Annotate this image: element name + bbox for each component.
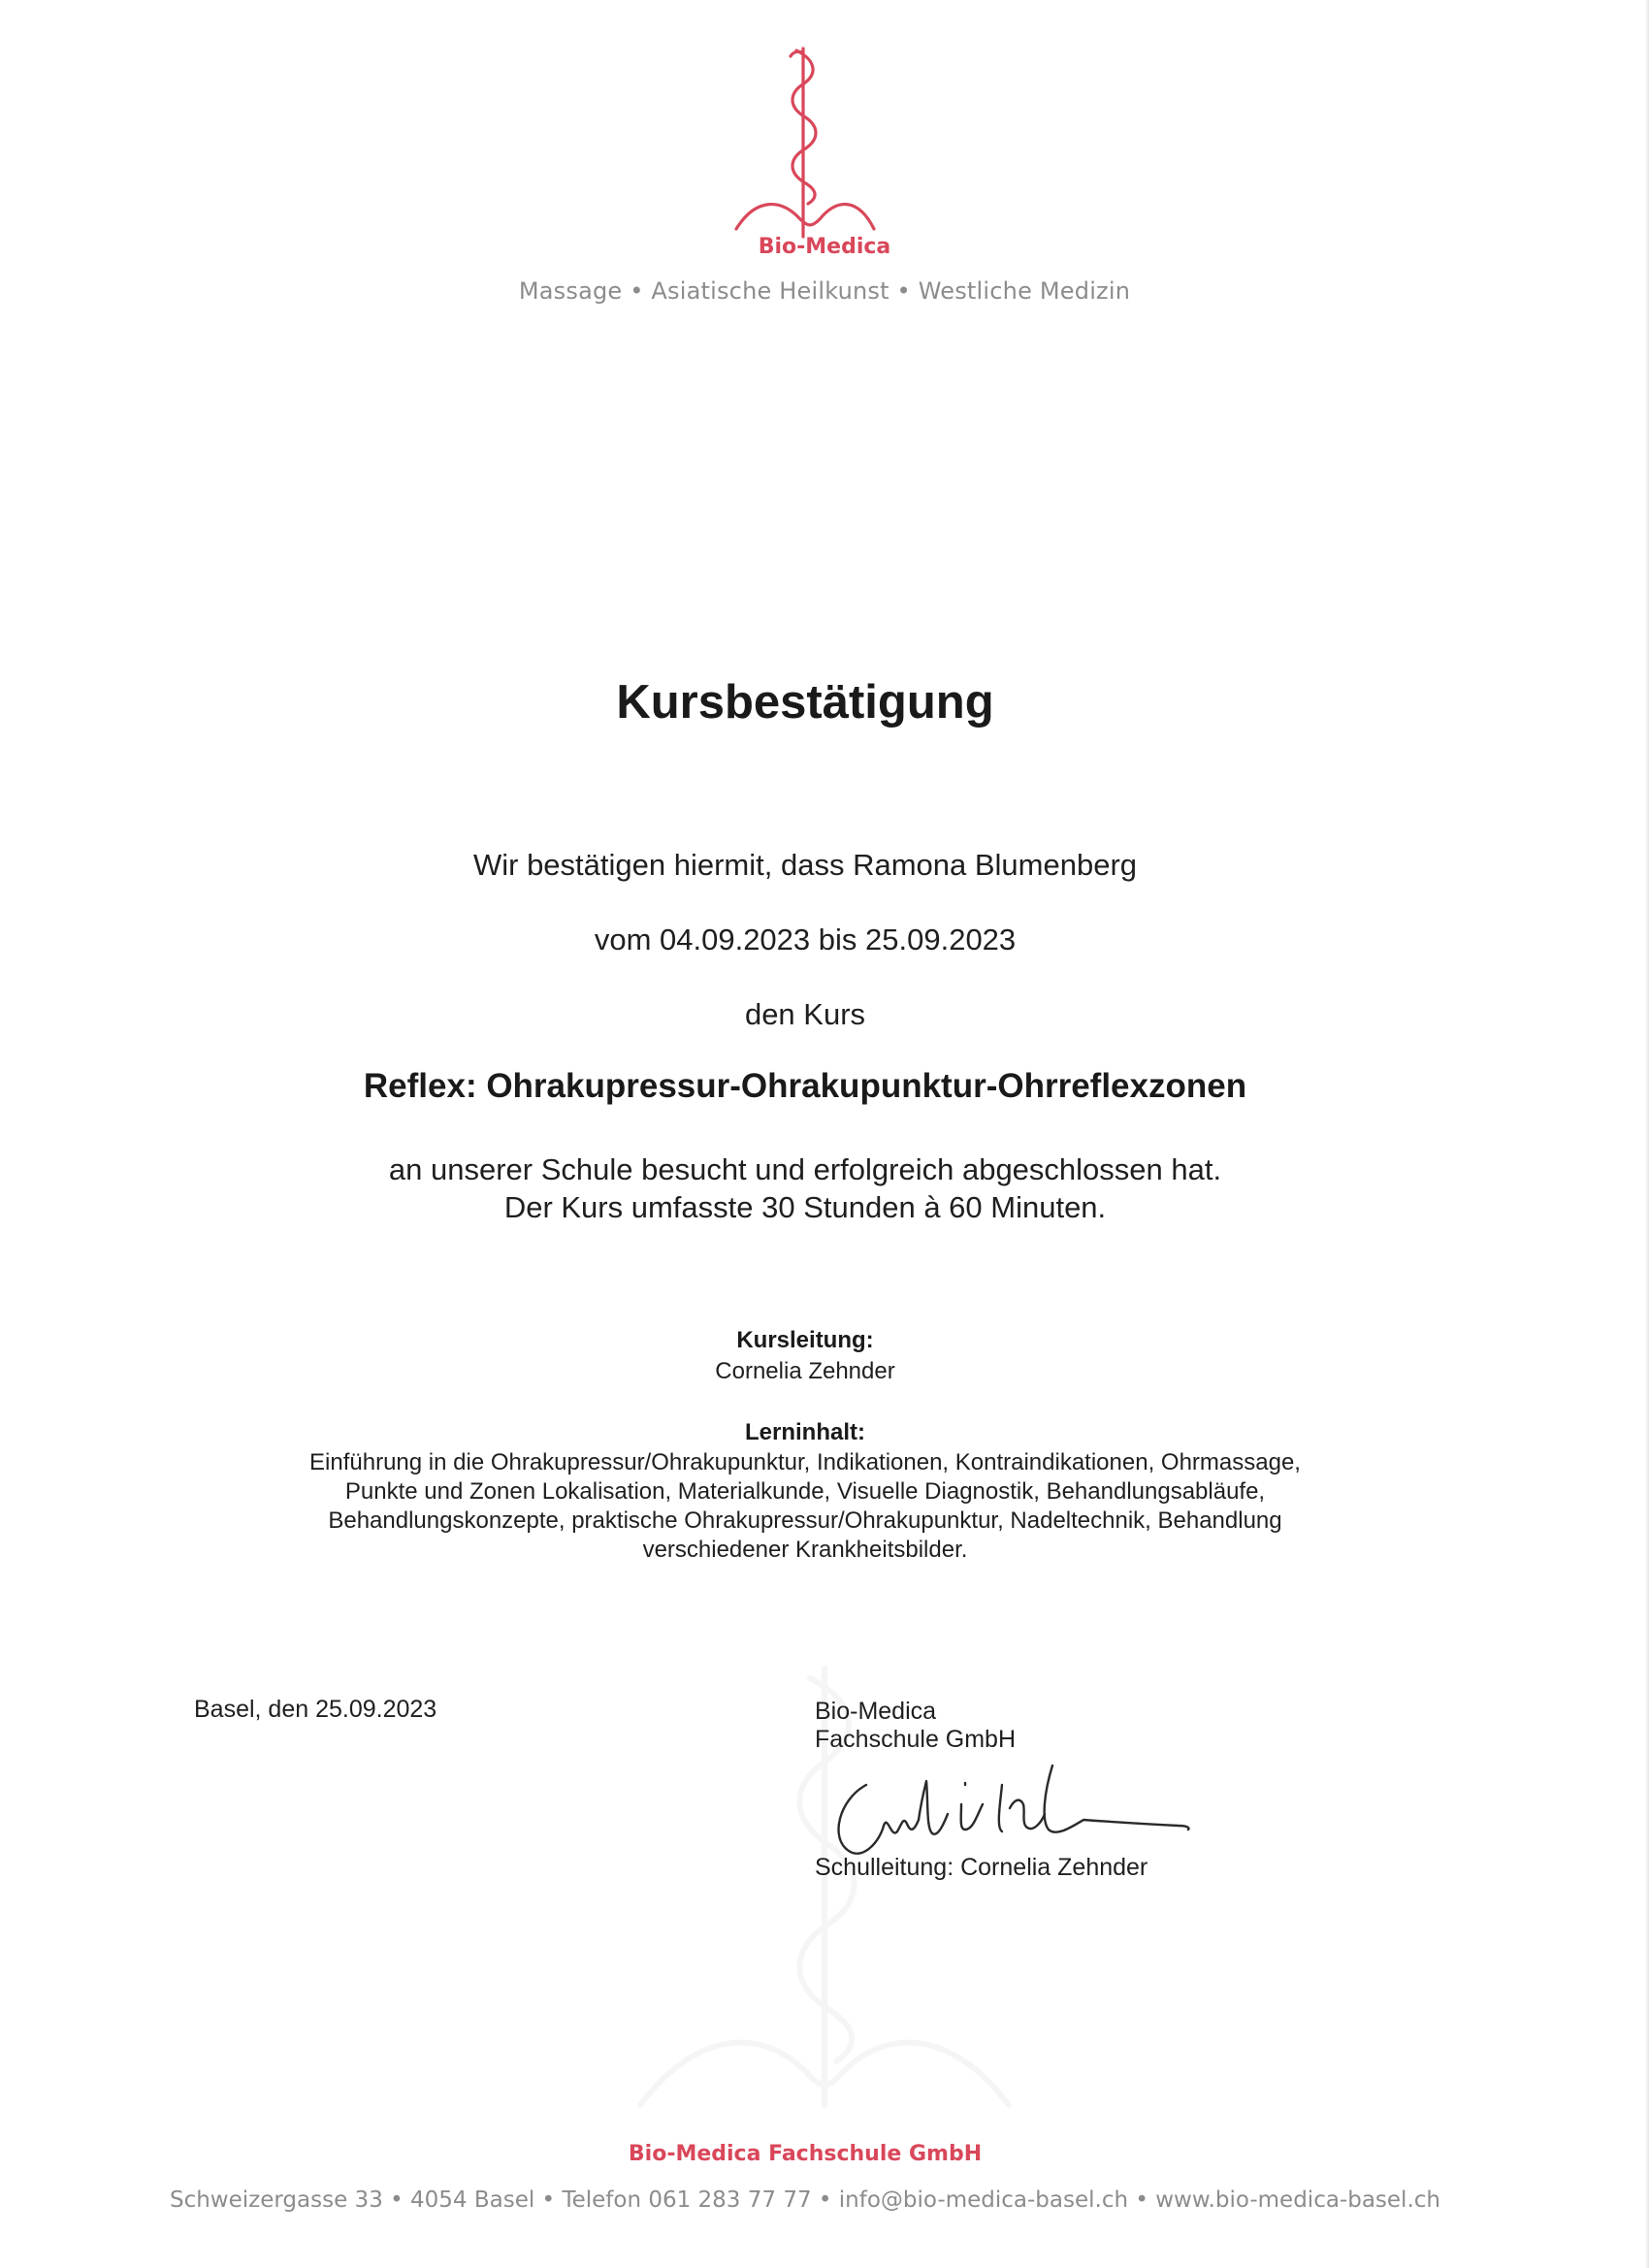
content-line: Punkte und Zonen Lokalisation, Materialkunde, Visuelle Diagnostik, Behandlungsabläufe, bbox=[344, 1478, 1266, 1505]
content-line: Behandlungskonzepte, praktische Ohrakupressur/Ohrakupunktur, Nadeltechnik, Behandlung bbox=[328, 1507, 1282, 1534]
period-line: vom 04.09.2023 bis 25.09.2023 bbox=[594, 923, 1017, 956]
bio-medica-logo-icon bbox=[732, 43, 878, 242]
completion-line: an unserer Schule besucht und erfolgreich abgeschlossen hat. bbox=[388, 1152, 1222, 1186]
footer-company: Bio-Medica Fachschule GmbH bbox=[628, 2142, 983, 2166]
signer-role: Schulleitung: Cornelia Zehnder bbox=[815, 1854, 1148, 1881]
document-title: Kursbestätigung bbox=[616, 676, 994, 729]
content-label: Lerninhalt: bbox=[745, 1419, 865, 1445]
duration-line: Der Kurs umfasste 30 Stunden à 60 Minuten. bbox=[503, 1190, 1107, 1224]
course-intro-line: den Kurs bbox=[744, 997, 866, 1031]
org-line: Bio-Medica bbox=[815, 1698, 937, 1725]
footer-address: Schweizergasse 33 • 4054 Basel • Telefon 061 283 77 77 • info@bio-medica-basel.ch • www.bio-medica-basel.ch bbox=[169, 2187, 1440, 2213]
place-date: Basel, den 25.09.2023 bbox=[194, 1696, 437, 1723]
course-name: Reflex: Ohrakupressur-Ohrakupunktur-Ohrreflexzonen bbox=[363, 1067, 1247, 1105]
intro-line: Wir bestätigen hiermit, dass Ramona Blumenberg bbox=[472, 848, 1138, 882]
content-line: verschiedener Krankheitsbilder. bbox=[642, 1537, 968, 1563]
leader-name: Cornelia Zehnder bbox=[715, 1358, 895, 1384]
org-line: Fachschule GmbH bbox=[815, 1726, 1017, 1753]
tagline: Massage • Asiatische Heilkunst • Westliche Medizin bbox=[518, 277, 1131, 305]
brand-name: Bio-Medica bbox=[758, 235, 891, 259]
content-line: Einführung in die Ohrakupressur/Ohrakupunktur, Indikationen, Kontraindikationen, Ohrmassage, bbox=[309, 1449, 1301, 1475]
leader-label: Kursleitung: bbox=[736, 1327, 874, 1353]
scan-edge bbox=[1645, 0, 1649, 2268]
